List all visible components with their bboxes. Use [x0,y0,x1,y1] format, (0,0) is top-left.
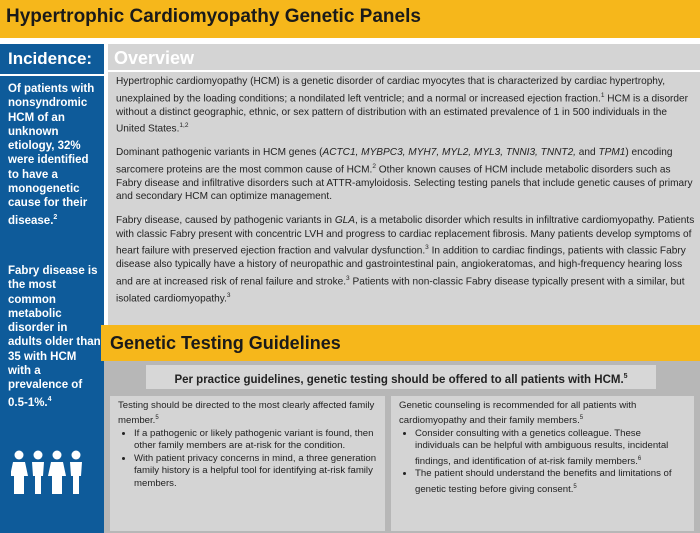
list-item-text: The patient should understand the benefits and limitations of genetic testing before giving consent. [415,468,672,495]
overview-p2-text-b: ) encoding sarcomere proteins are the most common cause of HCM. [116,147,673,175]
list-item: • With patient privacy concerns in mind, a three generation family history is a helpful tool for identifying at-risk family members. [134,453,379,490]
counseling-guidance-box [391,396,694,531]
incidence-fact-2-ref: 4 [47,395,52,403]
overview-panel [108,44,700,325]
overview-paragraph-3 [116,214,696,306]
list-item-ref: 6 [637,455,642,462]
guidelines-banner [146,365,656,389]
incidence-fact-2-text: Fabry disease is the most common metabolic disorder in adults older than 35 with HCM with a prevalence of 0.5-1%. [8,265,101,409]
overview-p2-and: and [576,147,599,158]
overview-p3-gene-gla: GLA [334,215,356,226]
family-people-icon [11,450,91,499]
overview-p3-text-b: , is a metabolic disorder which results in infiltrative cardiomyopathy. Patients with classic Fabry present with concentric LVH and progress to cardiac replacement fibrosis. Many patients develop symptoms of heart failure with preserved ejection fraction and valvular dysfunction. [116,215,695,257]
testing-guidance-list [118,428,379,490]
counseling-guidance-lead [399,400,688,428]
header-divider [0,38,700,40]
overview-p1-ref-a: 1 [600,91,605,99]
incidence-fact-1-text: Of patients with nonsyndromic HCM of an unknown etiology, 32% were identified to have a monogenetic cause for their disease. [8,83,95,227]
overview-p3-ref-c: 3 [346,274,350,282]
testing-guidance-lead-text: Testing should be directed to the most clearly affected family member. [118,400,375,427]
list-item: • If a pathogenic or likely pathogenic variant is found, then other family members are at-risk for the condition. [134,428,379,453]
overview-p2-gene-tpm1: TPM1 [598,147,626,158]
incidence-divider [0,74,104,76]
overview-heading: Overview [114,48,195,68]
overview-paragraph-2 [116,146,696,204]
incidence-heading: Incidence: [8,49,93,68]
overview-divider [108,70,700,72]
overview-p3-ref-b: 3 [425,244,429,252]
page-header [0,0,700,38]
guidelines-header [101,325,700,361]
incidence-fact-1 [8,82,102,228]
list-item-text: Consider consulting with a genetics colleague. These individuals can be helpful with ambiguous results, incidental findings, and identification of at-risk family members. [415,428,669,467]
overview-p3-text-d: Patients with non-classic Fabry disease typically present with a similar, but isolated cardiomyopathy. [116,276,685,305]
guidelines-panel [104,361,700,533]
counseling-guidance-lead-text: Genetic counseling is recommended for all patients with cardiomyopathy and their family members. [399,400,637,427]
list-item [415,468,688,496]
incidence-fact-2 [8,264,102,410]
list-item-ref: 5 [573,483,577,490]
counseling-guidance-list [399,428,688,496]
testing-guidance-lead-ref: 5 [155,415,159,422]
overview-p2-text-a: Dominant pathogenic variants in HCM genes ( [116,147,323,158]
overview-p2-ref-b: 2 [372,162,376,170]
list-item [415,428,688,468]
overview-p3-ref-d: 3 [226,291,231,299]
testing-guidance-box [110,396,385,531]
overview-p3-text-c: In addition to cardiac findings, patients with classic Fabry disease also typically have a history of neuropathic and gastrointestinal pain, angiokeratomas, and high-frequency hearing loss and are at increased risk of renal failure and stroke. [116,245,686,288]
incidence-sidebar [0,44,104,533]
overview-paragraph-1 [116,75,696,136]
overview-p2-text-c: Other known causes of HCM include metabolic disorders such as Fabry disease and infiltrative disorders such at ATTR-amyloidosis. Selecting testing panels that include genetic causes of primary and secondary HCM can optimize management. [116,163,693,203]
guidelines-heading: Genetic Testing Guidelines [110,333,341,353]
overview-p1-text-b: HCM is a disorder without a distinct geographic, ethnic, or sex pattern of distribution with an estimated prevalence of 1 in 500 individuals in the United States. [116,92,689,135]
overview-p1-ref-b: 1,2 [179,122,189,130]
overview-p3-text-a: Fabry disease, caused by pathogenic variants in [116,215,335,226]
overview-p1-text-a: Hypertrophic cardiomyopathy (HCM) is a genetic disorder of cardiac myocytes that is characterized by cardiac hypertrophy, unexplained by the loading conditions; a nondilated left ventricle; and a normal or increased ejection fraction. [116,76,666,104]
counseling-guidance-lead-ref: 5 [579,415,584,422]
guidelines-banner-ref: 5 [623,373,628,380]
incidence-fact-1-ref: 2 [53,213,58,221]
guidelines-banner-text: Per practice guidelines, genetic testing should be offered to all patients with HCM. [174,373,624,386]
overview-p2-gene-list: ACTC1, MYBPC3, MYH7, MYL2, MYL3, TNNI3, TNNT2, [322,147,576,158]
page-title: Hypertrophic Cardiomyopathy Genetic Panels [6,6,421,27]
testing-guidance-lead [118,400,379,428]
